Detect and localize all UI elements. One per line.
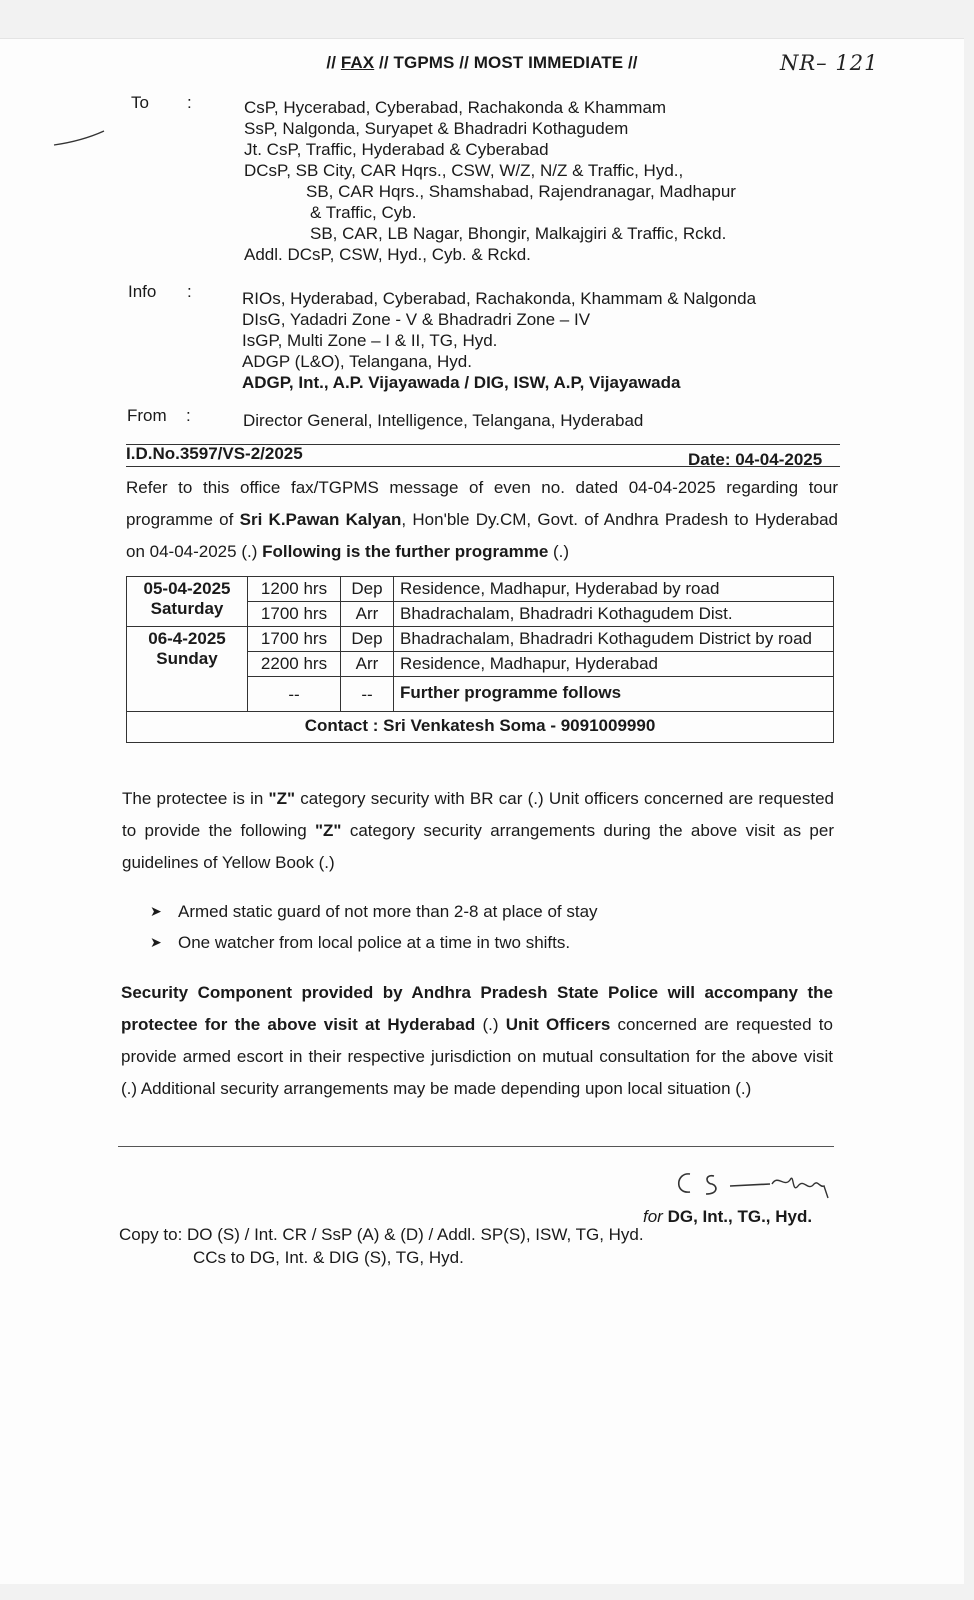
arrow-bullet-icon: ➤ bbox=[150, 903, 162, 919]
from-colon: : bbox=[186, 406, 191, 425]
place-cell: Residence, Madhapur, Hyderabad by road bbox=[394, 577, 834, 602]
header-sep: // bbox=[374, 53, 394, 72]
closing-paragraph bbox=[121, 977, 833, 1105]
security-category: "Z" bbox=[268, 789, 296, 808]
action-cell: Arr bbox=[341, 602, 394, 627]
to-line: SsP, Nalgonda, Suryapet & Bhadradri Kothagudem bbox=[244, 119, 629, 138]
info-line: IsGP, Multi Zone – I & II, TG, Hyd. bbox=[242, 331, 498, 350]
action-cell: Dep bbox=[341, 627, 394, 652]
signing-authority: DG, Int., TG., Hyd. bbox=[667, 1207, 813, 1226]
copy-to-line: Copy to: DO (S) / Int. CR / SsP (A) & (D) / Addl. SP(S), ISW, TG, Hyd. bbox=[119, 1225, 644, 1244]
info-line: RIOs, Hyderabad, Cyberabad, Rachakonda, Khammam & Nalgonda bbox=[242, 289, 757, 308]
security-text: category security arrangements during the above visit as per guidelines of Yellow Book (.) bbox=[122, 821, 835, 872]
list-item bbox=[150, 896, 598, 927]
signature-for: for bbox=[643, 1207, 663, 1226]
closing-bold-text: Security Component provided by Andhra Pradesh State Police will accompany the protectee for the above visit at Hyderabad bbox=[121, 983, 833, 1034]
copy-to-block bbox=[119, 1223, 644, 1269]
handwritten-ref-mark: NR– 121 bbox=[780, 51, 879, 75]
signature-divider bbox=[118, 1146, 834, 1147]
cc-line: CCs to DG, Int. & DIG (S), TG, Hyd. bbox=[193, 1248, 464, 1267]
info-label: Info bbox=[128, 282, 157, 301]
pen-stroke-mark bbox=[52, 129, 108, 149]
list-item-text: One watcher from local police at a time in two shifts. bbox=[178, 933, 571, 952]
info-line-bold: ADGP, Int., A.P. Vijayawada / DIG, ISW, A.P, Vijayawada bbox=[242, 373, 681, 392]
header-prefix: // bbox=[326, 53, 341, 72]
list-item-text: Armed static guard of not more than 2-8 at place of stay bbox=[178, 902, 598, 921]
intro-text: Refer to this office fax/TGPMS message of even no. dated 04-04-2025 regarding tour programme of bbox=[126, 478, 838, 529]
from-value: Director General, Intelligence, Telangana, Hyderabad bbox=[243, 411, 644, 430]
header-tgpms: TGPMS bbox=[393, 53, 455, 72]
to-line: SB, CAR, LB Nagar, Bhongir, Malkajgiri & Traffic, Rckd. bbox=[310, 224, 727, 243]
time-cell: 1700 hrs bbox=[248, 627, 341, 652]
action-cell: Dep bbox=[341, 577, 394, 602]
header-fax: FAX bbox=[340, 53, 375, 72]
day-date: 05-04-2025 bbox=[143, 579, 231, 598]
document-date: Date: 04-04-2025 bbox=[688, 450, 823, 469]
time-cell: 1200 hrs bbox=[248, 577, 341, 602]
signature-block bbox=[643, 1207, 812, 1227]
day-cell bbox=[127, 577, 248, 627]
security-text: category security with BR car (.) Unit officers concerned are requested to provide the following bbox=[122, 789, 834, 840]
security-paragraph bbox=[122, 783, 834, 879]
header-sep: // bbox=[454, 53, 474, 72]
protectee-name: Sri K.Pawan Kalyan bbox=[239, 510, 402, 529]
place-cell: Bhadrachalam, Bhadradri Kothagudem Dist. bbox=[394, 602, 834, 627]
programme-table bbox=[126, 576, 834, 743]
action-cell: -- bbox=[341, 677, 394, 712]
info-line: DIsG, Yadadri Zone - V & Bhadradri Zone – IV bbox=[242, 310, 591, 329]
intro-bold-text: Following is the further programme bbox=[262, 542, 549, 561]
closing-text: (.) bbox=[475, 1015, 506, 1034]
closing-text: concerned are requested to provide armed escort in their respective jurisdiction on mutual consultation for the above visit (.) Additional security arrangements may be made depending upon local situation (.) bbox=[121, 1015, 833, 1098]
id-number: I.D.No.3597/VS-2/2025 bbox=[126, 444, 303, 463]
table-row bbox=[127, 712, 834, 743]
list-item bbox=[150, 927, 598, 958]
intro-text: , Hon'ble Dy.CM, Govt. of Andhra Pradesh to Hyderabad on 04-04-2025 (.) bbox=[126, 510, 839, 561]
to-addressees bbox=[244, 97, 736, 265]
day-name: Sunday bbox=[156, 649, 218, 668]
to-line: DCsP, SB City, CAR Hqrs., CSW, W/Z, N/Z & Traffic, Hyd., bbox=[244, 161, 684, 180]
to-line: SB, CAR Hqrs., Shamshabad, Rajendranagar, Madhapur bbox=[306, 182, 736, 201]
to-line: Addl. DCsP, CSW, Hyd., Cyb. & Rckd. bbox=[244, 245, 531, 264]
table-row bbox=[127, 577, 834, 602]
divider-bottom bbox=[126, 466, 840, 467]
to-label: To bbox=[131, 93, 149, 112]
closing-bold-text: Unit Officers bbox=[505, 1015, 611, 1034]
header-suffix: // bbox=[623, 53, 638, 72]
intro-text: (.) bbox=[548, 542, 570, 561]
security-text: The protectee is in bbox=[122, 789, 269, 808]
place-cell: Residence, Madhapur, Hyderabad bbox=[394, 652, 834, 677]
time-cell: -- bbox=[248, 677, 341, 712]
day-date: 06-4-2025 bbox=[148, 629, 226, 648]
header-most-immediate: MOST IMMEDIATE bbox=[473, 53, 624, 72]
action-cell: Arr bbox=[341, 652, 394, 677]
day-name: Saturday bbox=[150, 599, 224, 618]
info-line: ADGP (L&O), Telangana, Hyd. bbox=[242, 352, 472, 371]
intro-paragraph bbox=[126, 472, 838, 568]
to-line: CsP, Hycerabad, Cyberabad, Rachakonda & Khammam bbox=[244, 98, 667, 117]
to-line: & Traffic, Cyb. bbox=[310, 203, 417, 222]
info-colon: : bbox=[187, 282, 192, 301]
security-category: "Z" bbox=[314, 821, 342, 840]
to-line: Jt. CsP, Traffic, Hyderabad & Cyberabad bbox=[244, 140, 549, 159]
arrangement-list bbox=[150, 896, 598, 958]
from-label: From bbox=[127, 406, 167, 425]
contact-cell: Contact : Sri Venkatesh Soma - 9091009990 bbox=[127, 712, 834, 743]
to-colon: : bbox=[187, 93, 192, 112]
document-page bbox=[0, 38, 964, 1584]
table-row bbox=[127, 627, 834, 652]
time-cell: 2200 hrs bbox=[248, 652, 341, 677]
arrow-bullet-icon: ➤ bbox=[150, 934, 162, 950]
place-cell: Bhadrachalam, Bhadradri Kothagudem District by road bbox=[394, 627, 834, 652]
day-cell bbox=[127, 627, 248, 712]
info-addressees bbox=[242, 288, 756, 393]
time-cell: 1700 hrs bbox=[248, 602, 341, 627]
place-cell: Further programme follows bbox=[394, 677, 834, 712]
